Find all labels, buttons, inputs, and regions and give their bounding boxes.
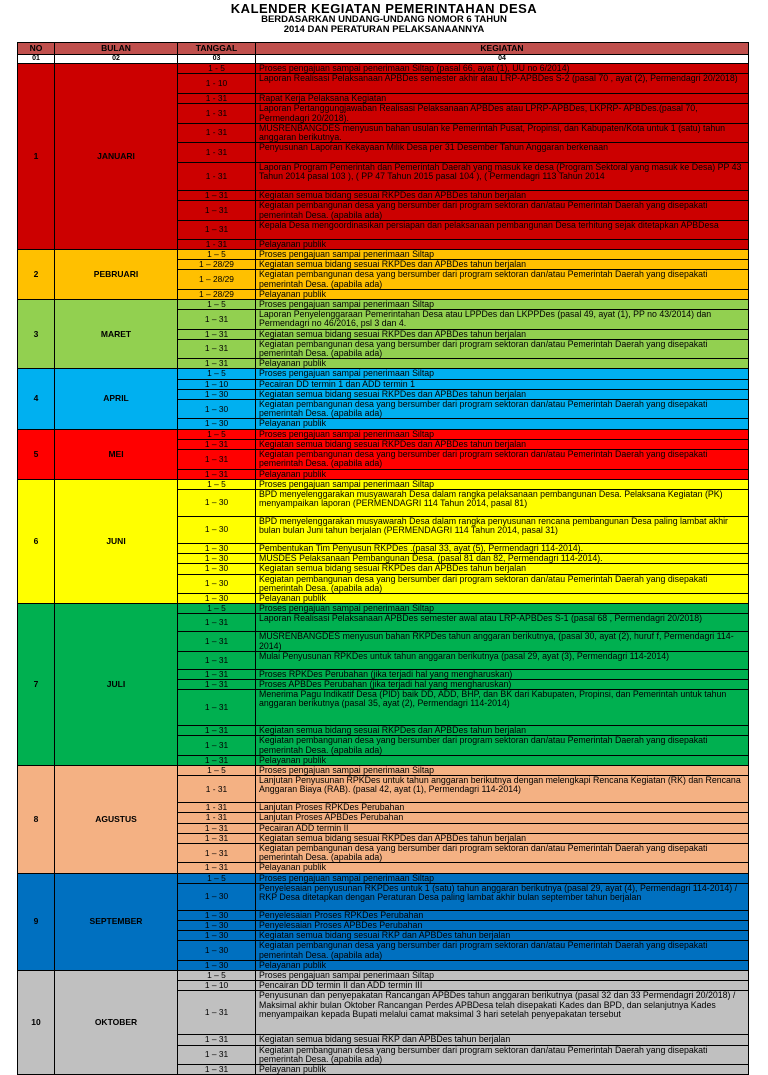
- header-num-no: 01: [18, 55, 55, 64]
- activity-date: 1 – 31: [178, 1035, 256, 1045]
- activity-text: BPD menyelenggarakan musyawarah Desa dalam rangka penyusunan rencana pembangunan Desa paling lambat akhir bulan bulan Juni tahun berjalan (PERMENDAGRI 114 Tahun 2014, pasal 31): [256, 516, 749, 543]
- activity-date: 1 – 31: [178, 614, 256, 632]
- activity-date: 1 - 31: [178, 813, 256, 823]
- activity-text: Kegiatan pembangunan desa yang bersumber dari program sektoran dan/atau Pemerintah Daerah yang disepakati pemerintah Desa. (apabila ada): [256, 1045, 749, 1064]
- activity-text: Pelayanan publik: [256, 1065, 749, 1075]
- header-num-bulan: 02: [55, 55, 178, 64]
- activity-text: Kegiatan semua bidang sesuai RKPDes dan APBDes tahun berjalan: [256, 389, 749, 399]
- activity-date: 1 – 5: [178, 765, 256, 775]
- activity-text: Pelayanan publik: [256, 960, 749, 970]
- activity-row: [18, 64, 749, 74]
- activity-date: 1 – 31: [178, 991, 256, 1035]
- activity-date: 1 – 5: [178, 300, 256, 310]
- activity-date: 1 – 10: [178, 981, 256, 991]
- activity-text: Pelayanan publik: [256, 593, 749, 603]
- activity-text: Proses pengajuan sampai penerimaan Siltap: [256, 369, 749, 379]
- header-num-kegiatan: 04: [256, 55, 749, 64]
- activity-text: MUSRENBANGDES menyusun bahan RKPDes tahun anggaran berikutnya, (pasal 30, ayat (2), huruf f, Permendagri 114-2014): [256, 632, 749, 651]
- activity-row: [18, 604, 749, 614]
- activity-text: Pelayanan publik: [256, 419, 749, 429]
- activity-date: 1 – 31: [178, 843, 256, 862]
- activity-row: [18, 971, 749, 981]
- header-bulan: BULAN: [55, 43, 178, 55]
- header-no: NO: [18, 43, 55, 55]
- activity-date: 1 – 5: [178, 250, 256, 260]
- activity-date: 1 – 5: [178, 369, 256, 379]
- activity-text: Pelayanan publik: [256, 239, 749, 249]
- activity-text: Laporan Penyelenggaraan Pemerintahan Desa atau LPPDes dan LKPPDes (pasal 49, ayat (1), PP no 43/2014) dan Permendagri no 46/2016, psl 3 dan 4.: [256, 310, 749, 329]
- month-number: 4: [18, 369, 55, 429]
- activity-date: 1 – 31: [178, 823, 256, 833]
- activity-date: 1 - 31: [178, 776, 256, 803]
- activity-text: Penyelesaian penyusunan RKPDes untuk 1 (satu) tahun anggaran berikutnya (pasal 29, ayat (4), Permendagri 114-2014) / RKP Desa ditetapkan dengan Peraturan Desa paling lambat akhir bulan september tahun berjalan: [256, 883, 749, 910]
- activity-date: 1 – 28/29: [178, 289, 256, 299]
- activity-date: 1 – 31: [178, 191, 256, 201]
- activity-text: Kegiatan semua bidang sesuai RKPDes dan APBDes tahun berjalan: [256, 329, 749, 339]
- activity-date: 1 – 31: [178, 339, 256, 358]
- month-name: JULI: [55, 604, 178, 766]
- month-number: 9: [18, 873, 55, 970]
- activity-text: Kegiatan pembangunan desa yang bersumber dari program sektoran dan/atau Pemerintah Daerah yang disepakati pemerintah Desa. (apabila ada): [256, 270, 749, 289]
- activity-text: Lanjutan Penyusunan RPKDes untuk tahun anggaran berikutnya dengan melengkapi Rencana Kegiatan (RK) dan Rencana Anggaran Biaya (RAB). (pasal 42, ayat (1), Permendagri 114-2014): [256, 776, 749, 803]
- activity-date: 1 – 31: [178, 726, 256, 736]
- activity-text: Pelayanan publik: [256, 863, 749, 873]
- activity-date: 1 - 31: [178, 803, 256, 813]
- activity-date: 1 – 31: [178, 201, 256, 220]
- activity-text: Kegiatan pembangunan desa yang bersumber dari program sektoran dan/atau Pemerintah Daerah yang disepakati pemerintah Desa. (apabila ada): [256, 574, 749, 593]
- activity-date: 1 – 5: [178, 971, 256, 981]
- header-kegiatan: KEGIATAN: [256, 43, 749, 55]
- activity-row: [18, 369, 749, 379]
- activity-date: 1 – 5: [178, 604, 256, 614]
- activity-date: 1 – 30: [178, 543, 256, 553]
- activity-date: 1 – 31: [178, 669, 256, 679]
- activity-date: 1 – 30: [178, 910, 256, 920]
- activity-date: 1 – 31: [178, 1065, 256, 1075]
- activity-date: 1 – 31: [178, 679, 256, 689]
- activity-date: 1 – 30: [178, 574, 256, 593]
- activity-text: Penyelesaian Proses RPKDes Perubahan: [256, 910, 749, 920]
- activity-date: 1 – 28/29: [178, 260, 256, 270]
- month-number: 7: [18, 604, 55, 766]
- activity-text: Pelayanan publik: [256, 755, 749, 765]
- activity-date: 1 – 30: [178, 419, 256, 429]
- document-header: [0, 0, 768, 42]
- activity-date: 1 – 5: [178, 479, 256, 489]
- activity-text: Pelayanan publik: [256, 359, 749, 369]
- activity-text: Kegiatan pembangunan desa yang bersumber dari program sektoran dan/atau Pemerintah Daerah yang disepakati pemerintah Desa. (apabila ada): [256, 843, 749, 862]
- activity-text: Proses pengajuan sampai penerimaan Siltap: [256, 765, 749, 775]
- activity-text: Proses pengajuan sampai penerimaan Siltap: [256, 604, 749, 614]
- activity-date: 1 – 30: [178, 593, 256, 603]
- activity-text: Kegiatan pembangunan desa yang bersumber dari program sektoran dan/atau Pemerintah Daerah yang disepakati pemerintah Desa. (apabila ada): [256, 400, 749, 419]
- month-number: 10: [18, 971, 55, 1075]
- activity-text: Pelayanan publik: [256, 289, 749, 299]
- document-subtitle-line2: 2014 DAN PERATURAN PELAKSANAANNYA: [283, 24, 485, 35]
- calendar-body: [18, 64, 749, 1075]
- activity-text: Kegiatan semua bidang sesuai RKP dan APBDes tahun berjalan: [256, 1035, 749, 1045]
- activity-text: Pencairan DD termin II dan ADD termin III: [256, 981, 749, 991]
- month-name: APRIL: [55, 369, 178, 429]
- activity-text: Rapat Kerja Pelaksana Kegiatan: [256, 94, 749, 104]
- activity-text: Proses pengajuan sampai penerimaan Siltap: [256, 971, 749, 981]
- activity-date: 1 - 31: [178, 143, 256, 163]
- month-name: MEI: [55, 429, 178, 479]
- activity-date: 1 – 31: [178, 359, 256, 369]
- activity-date: 1 - 5: [178, 64, 256, 74]
- activity-text: Penyusunan dan penyepakatan Rancangan APBDes tahun anggaran berikutnya (pasal 32 dan 33 Permendagri 20/2018) / Maksimal akhir bulan Oktober Rancangan Perdes APBDesa telah disepakati Kades dan BPD, dan selanjutnya Kades menyampaikan kepada Bupati melalui camat maksimal 3 hari setelah penyepakatan tersebut: [256, 991, 749, 1035]
- activity-date: 1 – 31: [178, 1045, 256, 1064]
- activity-row: [18, 300, 749, 310]
- activity-text: Kegiatan semua bidang sesuai RKPDes dan APBDes tahun berjalan: [256, 833, 749, 843]
- activity-text: Pelayanan publik: [256, 469, 749, 479]
- activity-text: Laporan Realisasi Pelaksanaan APBDes semester awal atau LRP-APBDes S-1 (pasal 68 , Permendagri 20/2018): [256, 614, 749, 632]
- activity-text: Proses APBDes Perubahan (jika terjadi hal yang mengharuskan): [256, 679, 749, 689]
- activity-date: 1 – 30: [178, 564, 256, 574]
- month-name: PEBRUARI: [55, 250, 178, 300]
- document-title: KALENDER KEGIATAN PEMERINTAHAN DESA: [230, 1, 538, 16]
- activity-text: Proses pengajuan sampai penerimaan Siltap (pasal 66, ayat (1), UU no 6/2014): [256, 64, 749, 74]
- month-name: MARET: [55, 300, 178, 369]
- activity-text: Penyusunan Laporan Kekayaan Milik Desa per 31 Desember Tahun Anggaran berkenaan: [256, 143, 749, 163]
- activity-text: Kegiatan semua bidang sesuai RKPDes dan APBDes tahun berjalan: [256, 726, 749, 736]
- activity-date: 1 – 31: [178, 469, 256, 479]
- header-tanggal: TANGGAL: [178, 43, 256, 55]
- calendar-table: [17, 42, 749, 1075]
- activity-row: [18, 429, 749, 439]
- activity-text: Kegiatan pembangunan desa yang bersumber dari program sektoran dan/atau Pemerintah Daerah yang disepakati pemerintah Desa. (apabila ada): [256, 450, 749, 469]
- activity-date: 1 - 31: [178, 239, 256, 249]
- activity-text: Pembentukan Tim Penyusun RKPDes .(pasal 33, ayat (5), Permendagri 114-2014).: [256, 543, 749, 553]
- activity-date: 1 – 30: [178, 883, 256, 910]
- activity-text: Kegiatan semua bidang sesuai RKPDes dan APBDes tahun berjalan: [256, 564, 749, 574]
- document-subtitle-line1: BERDASARKAN UNDANG-UNDANG NOMOR 6 TAHUN: [261, 14, 507, 25]
- activity-text: Kegiatan semua bidang sesuai RKP dan APBDes tahun berjalan: [256, 931, 749, 941]
- activity-date: 1 – 31: [178, 450, 256, 469]
- activity-row: [18, 765, 749, 775]
- month-number: 6: [18, 479, 55, 603]
- activity-text: Proses pengajuan sampai penerimaan Siltap: [256, 250, 749, 260]
- activity-text: MUSRENBANGDES menyusun bahan usulan ke Pemerintah Pusat, Propinsi, dan Kabupaten/Kota untuk 1 (satu) tahun anggaran berikutnya.: [256, 123, 749, 142]
- activity-date: 1 – 31: [178, 651, 256, 669]
- activity-date: 1 – 28/29: [178, 270, 256, 289]
- activity-date: 1 – 31: [178, 755, 256, 765]
- activity-text: Laporan Pertanggungjawaban Realisasi Pelaksanaan APBDes atau LPRP-APBDes, LKPRP- APBDes.(pasal 70, Permendagri 20/2018).: [256, 104, 749, 123]
- month-number: 3: [18, 300, 55, 369]
- activity-text: Kegiatan semua bidang sesuai RKPDes dan APBDes tahun berjalan: [256, 260, 749, 270]
- activity-date: 1 – 31: [178, 439, 256, 449]
- activity-date: 1 – 30: [178, 920, 256, 930]
- activity-text: Proses RPKDes Perubahan (jika terjadi hal yang mengharuskan): [256, 669, 749, 679]
- month-name: AGUSTUS: [55, 765, 178, 873]
- activity-text: Proses pengajuan sampai penerimaan Siltap: [256, 429, 749, 439]
- activity-row: [18, 479, 749, 489]
- header-number-row: [18, 55, 749, 64]
- activity-text: Kegiatan pembangunan desa yang bersumber dari program sektoran dan/atau Pemerintah Daerah yang disepakati pemerintah Desa. (apabila ada): [256, 736, 749, 755]
- header-row: [18, 43, 749, 55]
- activity-date: 1 – 30: [178, 941, 256, 960]
- activity-text: BPD menyelenggarakan musyawarah Desa dalam rangka pelaksanaan pembangunan Desa. Pelaksana Kegiatan (PK) menyampaikan laporan (PERMENDAGRI 114 Tahun 2014, pasal 81): [256, 489, 749, 516]
- activity-text: Lanjutan Proses APBDes Perubahan: [256, 813, 749, 823]
- month-number: 5: [18, 429, 55, 479]
- activity-text: Pecairan DD termin 1 dan ADD termin 1: [256, 379, 749, 389]
- activity-date: 1 – 31: [178, 310, 256, 329]
- month-name: OKTOBER: [55, 971, 178, 1075]
- activity-date: 1 – 5: [178, 429, 256, 439]
- month-name: JUNI: [55, 479, 178, 603]
- activity-text: Laporan Program Pemerintah dan Pemerintah Daerah yang masuk ke desa (Program Sektoral yang masuk ke Desa) PP 43 Tahun 2014 pasal 103 ), ( PP 47 Tahun 2015 pasal 104 ), ( Permendagri 113 Tahun 2014: [256, 163, 749, 191]
- activity-text: Kegiatan semua bidang sesuai RKPDes dan APBDes tahun berjalan: [256, 191, 749, 201]
- activity-date: 1 – 30: [178, 400, 256, 419]
- activity-text: Kegiatan pembangunan desa yang bersumber dari program sektoran dan/atau Pemerintah Daerah yang disepakati pemerintah Desa. (apabila ada): [256, 339, 749, 358]
- month-number: 2: [18, 250, 55, 300]
- month-number: 8: [18, 765, 55, 873]
- activity-date: 1 – 30: [178, 554, 256, 564]
- month-number: 1: [18, 64, 55, 250]
- activity-text: Proses pengajuan sampai penerimaan Siltap: [256, 873, 749, 883]
- activity-text: Menerima Pagu Indikatif Desa (PID) baik DD, ADD, BHP, dan BK dari Kabupaten, Propinsi, dan Pemerintah untuk tahun anggaran berikutnya (pasal 35, ayat (2), Permendagri 114-2014): [256, 690, 749, 726]
- activity-row: [18, 250, 749, 260]
- activity-date: 1 – 31: [178, 329, 256, 339]
- activity-text: Laporan Realisasi Pelaksanaan APBDes semester akhir atau LRP-APBDes S-2 (pasal 70 , ayat (2), Permendagri 20/2018): [256, 74, 749, 94]
- month-name: JANUARI: [55, 64, 178, 250]
- activity-text: Pecairan ADD termin II: [256, 823, 749, 833]
- month-name: SEPTEMBER: [55, 873, 178, 970]
- activity-text: Penyelesaian Proses APBDes Perubahan: [256, 920, 749, 930]
- activity-text: Kegiatan semua bidang sesuai RKPDes dan APBDes tahun berjalan: [256, 439, 749, 449]
- activity-text: Mulai Penyusunan RPKDes untuk tahun anggaran berikutnya (pasal 29, ayat (3), Permendagri 114-2014): [256, 651, 749, 669]
- activity-date: 1 – 30: [178, 931, 256, 941]
- activity-date: 1 - 31: [178, 123, 256, 142]
- activity-text: Kegiatan pembangunan desa yang bersumber dari program sektoran dan/atau Pemerintah Daerah yang disepakati pemerintah Desa. (apabila ada): [256, 941, 749, 960]
- activity-date: 1 – 30: [178, 960, 256, 970]
- activity-date: 1 – 10: [178, 379, 256, 389]
- header-num-tanggal: 03: [178, 55, 256, 64]
- activity-text: MUSDES Pelaksanaan Pembangunan Desa. (pasal 81 dan 82, Permendagri 114-2014).: [256, 554, 749, 564]
- activity-date: 1 – 30: [178, 516, 256, 543]
- activity-text: Proses pengajuan sampai penerimaan Siltap: [256, 300, 749, 310]
- activity-date: 1 - 31: [178, 104, 256, 123]
- activity-date: 1 – 31: [178, 833, 256, 843]
- activity-text: Kepala Desa mengoordinasikan persiapan dan pelaksanaan pembangunan Desa terhitung sejak ditetapkan APBDesa: [256, 220, 749, 239]
- activity-date: 1 – 31: [178, 736, 256, 755]
- activity-date: 1 – 30: [178, 489, 256, 516]
- activity-date: 1 - 31: [178, 94, 256, 104]
- activity-date: 1 – 5: [178, 873, 256, 883]
- activity-text: Proses pengajuan sampai penerimaan Siltap: [256, 479, 749, 489]
- activity-date: 1 – 31: [178, 690, 256, 726]
- activity-date: 1 - 31: [178, 163, 256, 191]
- activity-text: Lanjutan Proses RPKDes Perubahan: [256, 803, 749, 813]
- activity-text: Kegiatan pembangunan desa yang bersumber dari program sektoran dan/atau Pemerintah Daerah yang disepakati pemerintah Desa. (apabila ada): [256, 201, 749, 220]
- activity-date: 1 – 31: [178, 863, 256, 873]
- activity-row: [18, 873, 749, 883]
- activity-date: 1 - 10: [178, 74, 256, 94]
- activity-date: 1 – 31: [178, 220, 256, 239]
- activity-date: 1 – 31: [178, 632, 256, 651]
- activity-date: 1 – 30: [178, 389, 256, 399]
